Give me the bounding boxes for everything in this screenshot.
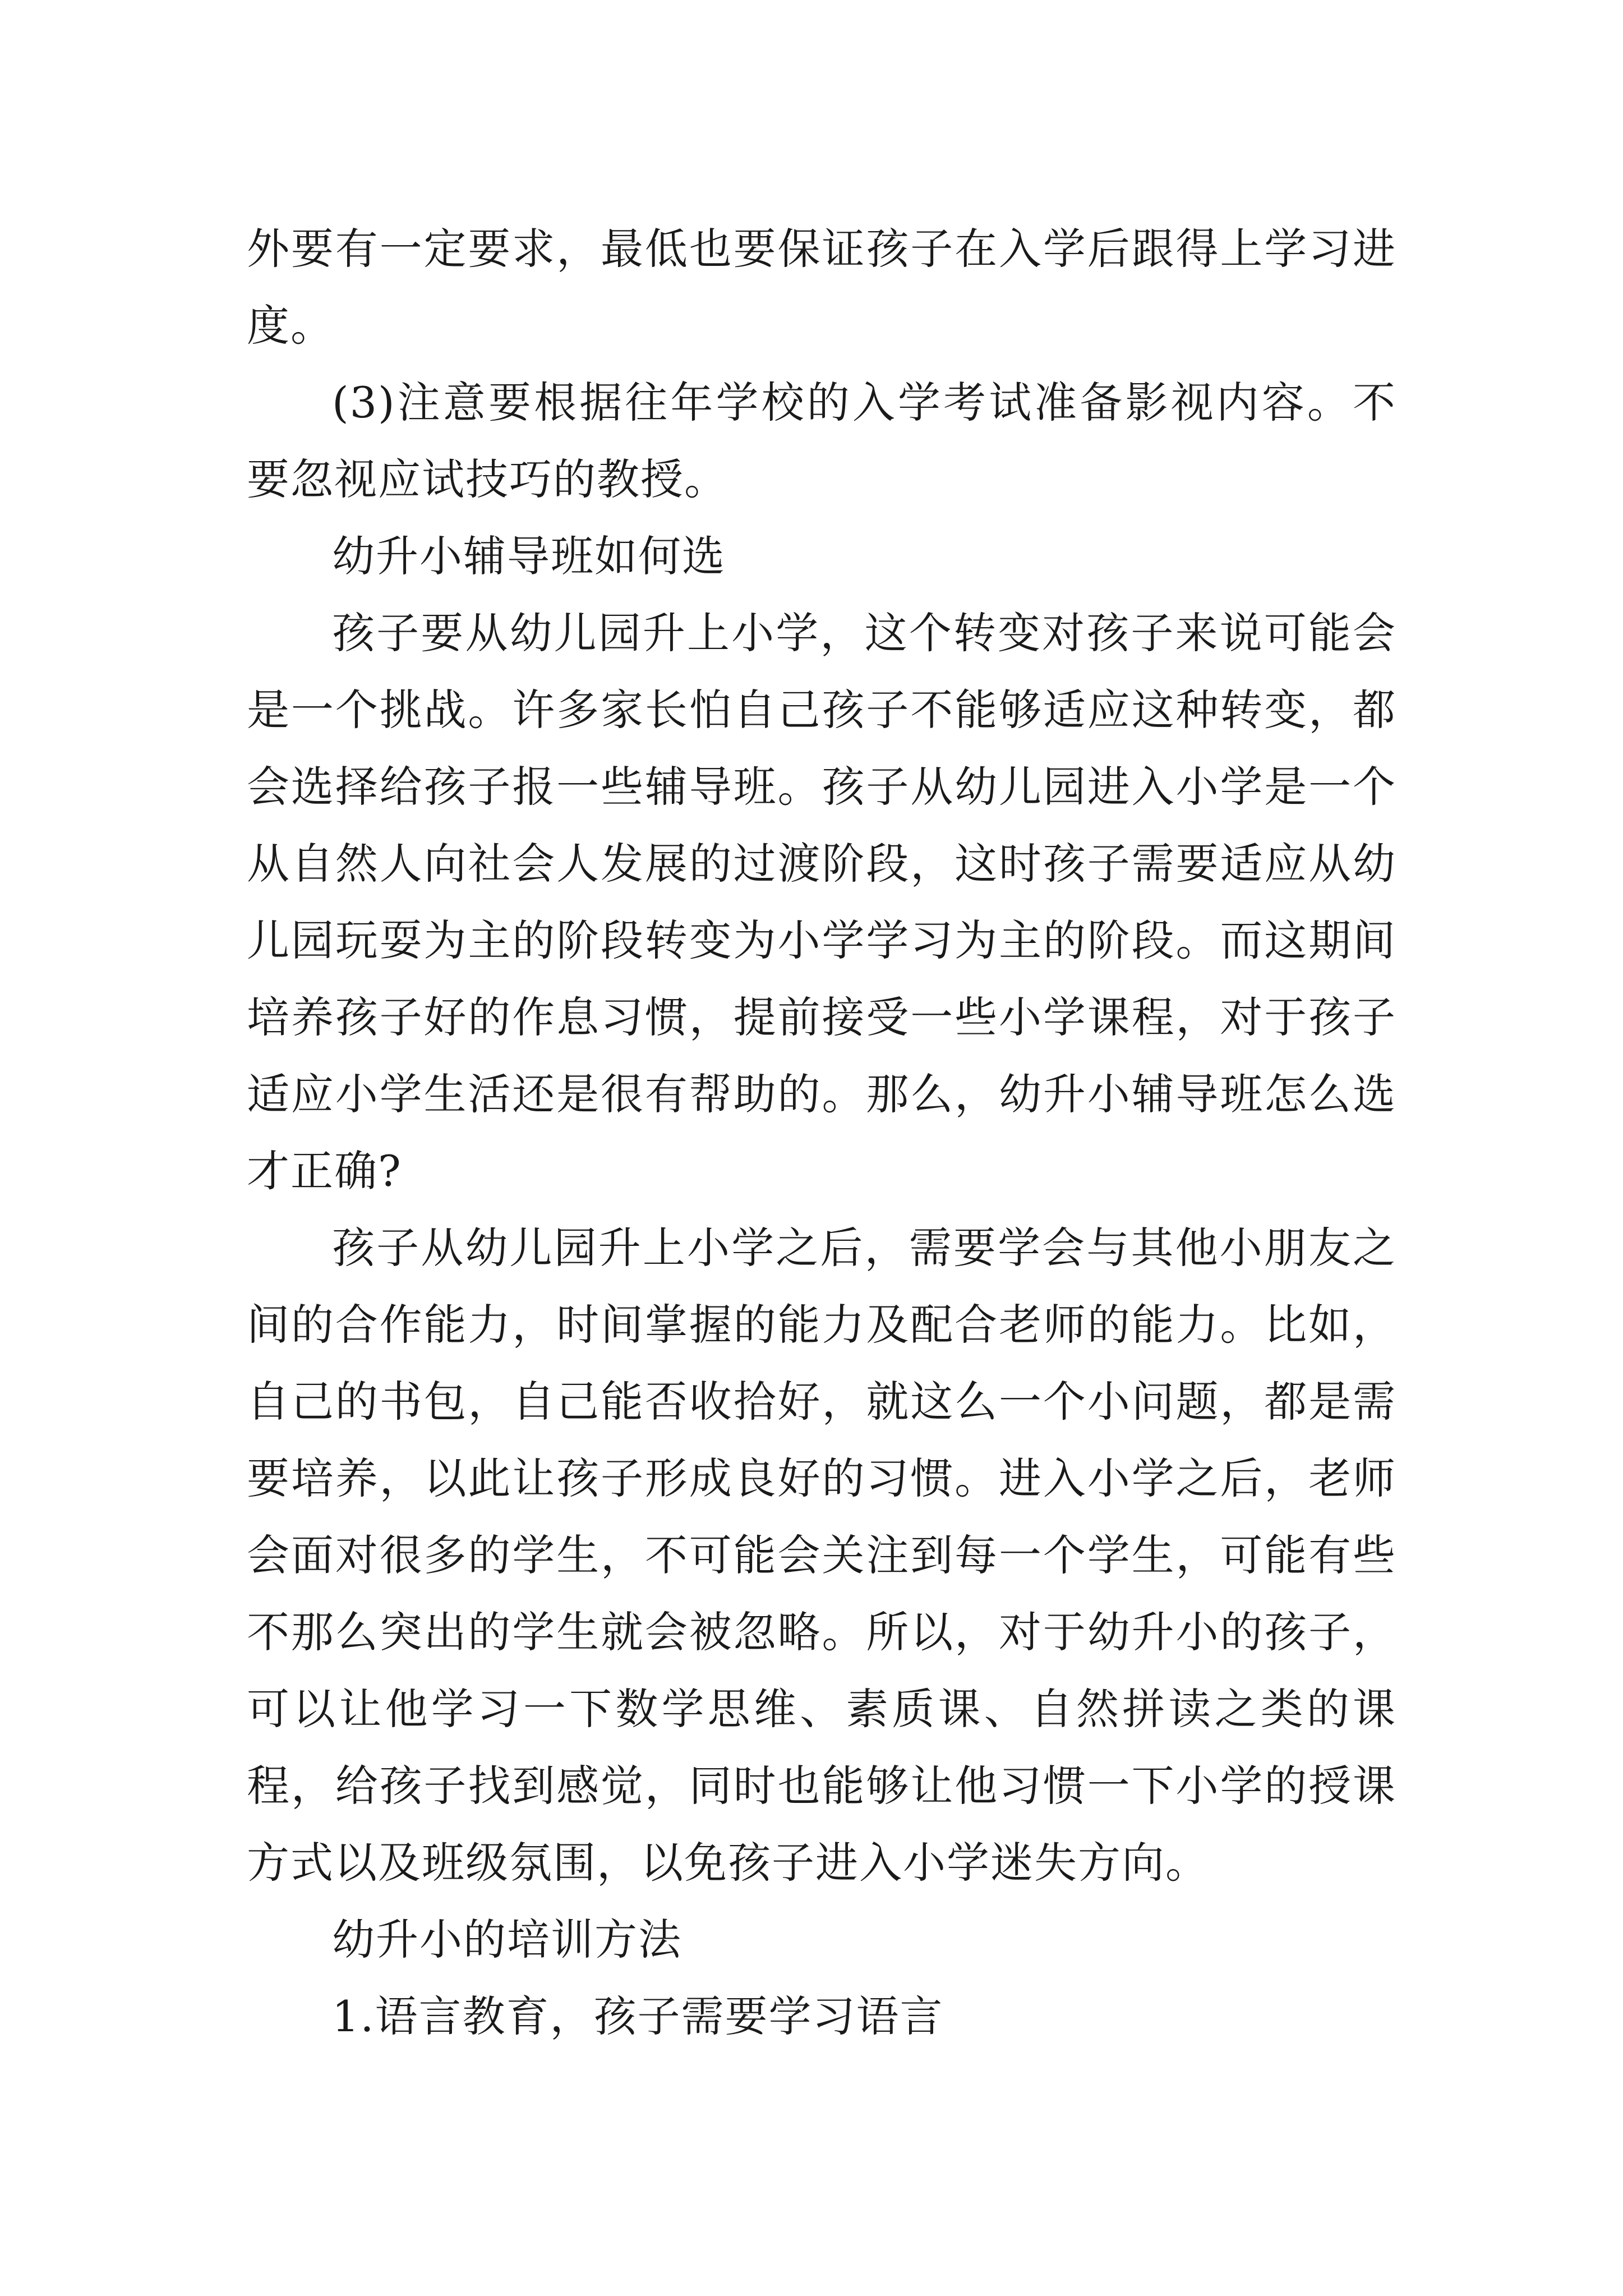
paragraph-intro: 孩子要从幼儿园升上小学，这个转变对孩子来说可能会是一个挑战。许多家长怕自己孩子不能够适应这种转变，都会选择给孩子报一些辅导班。孩子从幼儿园进入小学是一个从自然人向社会人发展的过渡阶段，这时孩子需要适应从幼儿园玩耍为主的阶段转变为小学学习为主的阶段。而这期间培养孩子好的作息习惯，提前接受一些小学课程，对于孩子适应小学生活还是很有帮助的。那么，幼升小辅导班怎么选才正确? [247, 608, 1396, 1196]
paragraph-item-1: 1.语言教育，孩子需要学习语言 [332, 1991, 944, 2041]
document-body [247, 210, 1396, 2055]
section-heading-how-to-choose: 幼升小辅导班如何选 [332, 531, 726, 581]
paragraph-item-3: (3)注意要根据往年学校的入学考试准备影视内容。不要忽视应试技巧的教授。 [247, 378, 1396, 504]
paragraph-continuation: 外要有一定要求，最低也要保证孩子在入学后跟得上学习进度。 [247, 224, 1396, 351]
paragraph-abilities: 孩子从幼儿园升上小学之后，需要学会与其他小朋友之间的合作能力，时间掌握的能力及配合老师的能力。比如，自己的书包，自己能否收拾好，就这么一个小问题，都是需要培养，以此让孩子形成良好的习惯。进入小学之后，老师会面对很多的学生，不可能会关注到每一个学生，可能有些不那么突出的学生就会被忽略。所以，对于幼升小的孩子，可以让他学习一下数学思维、素质课、自然拼读之类的课程，给孩子找到感觉，同时也能够让他习惯一下小学的授课方式以及班级氛围，以免孩子进入小学迷失方向。 [247, 1223, 1396, 1888]
section-heading-training-methods: 幼升小的培训方法 [332, 1915, 682, 1964]
